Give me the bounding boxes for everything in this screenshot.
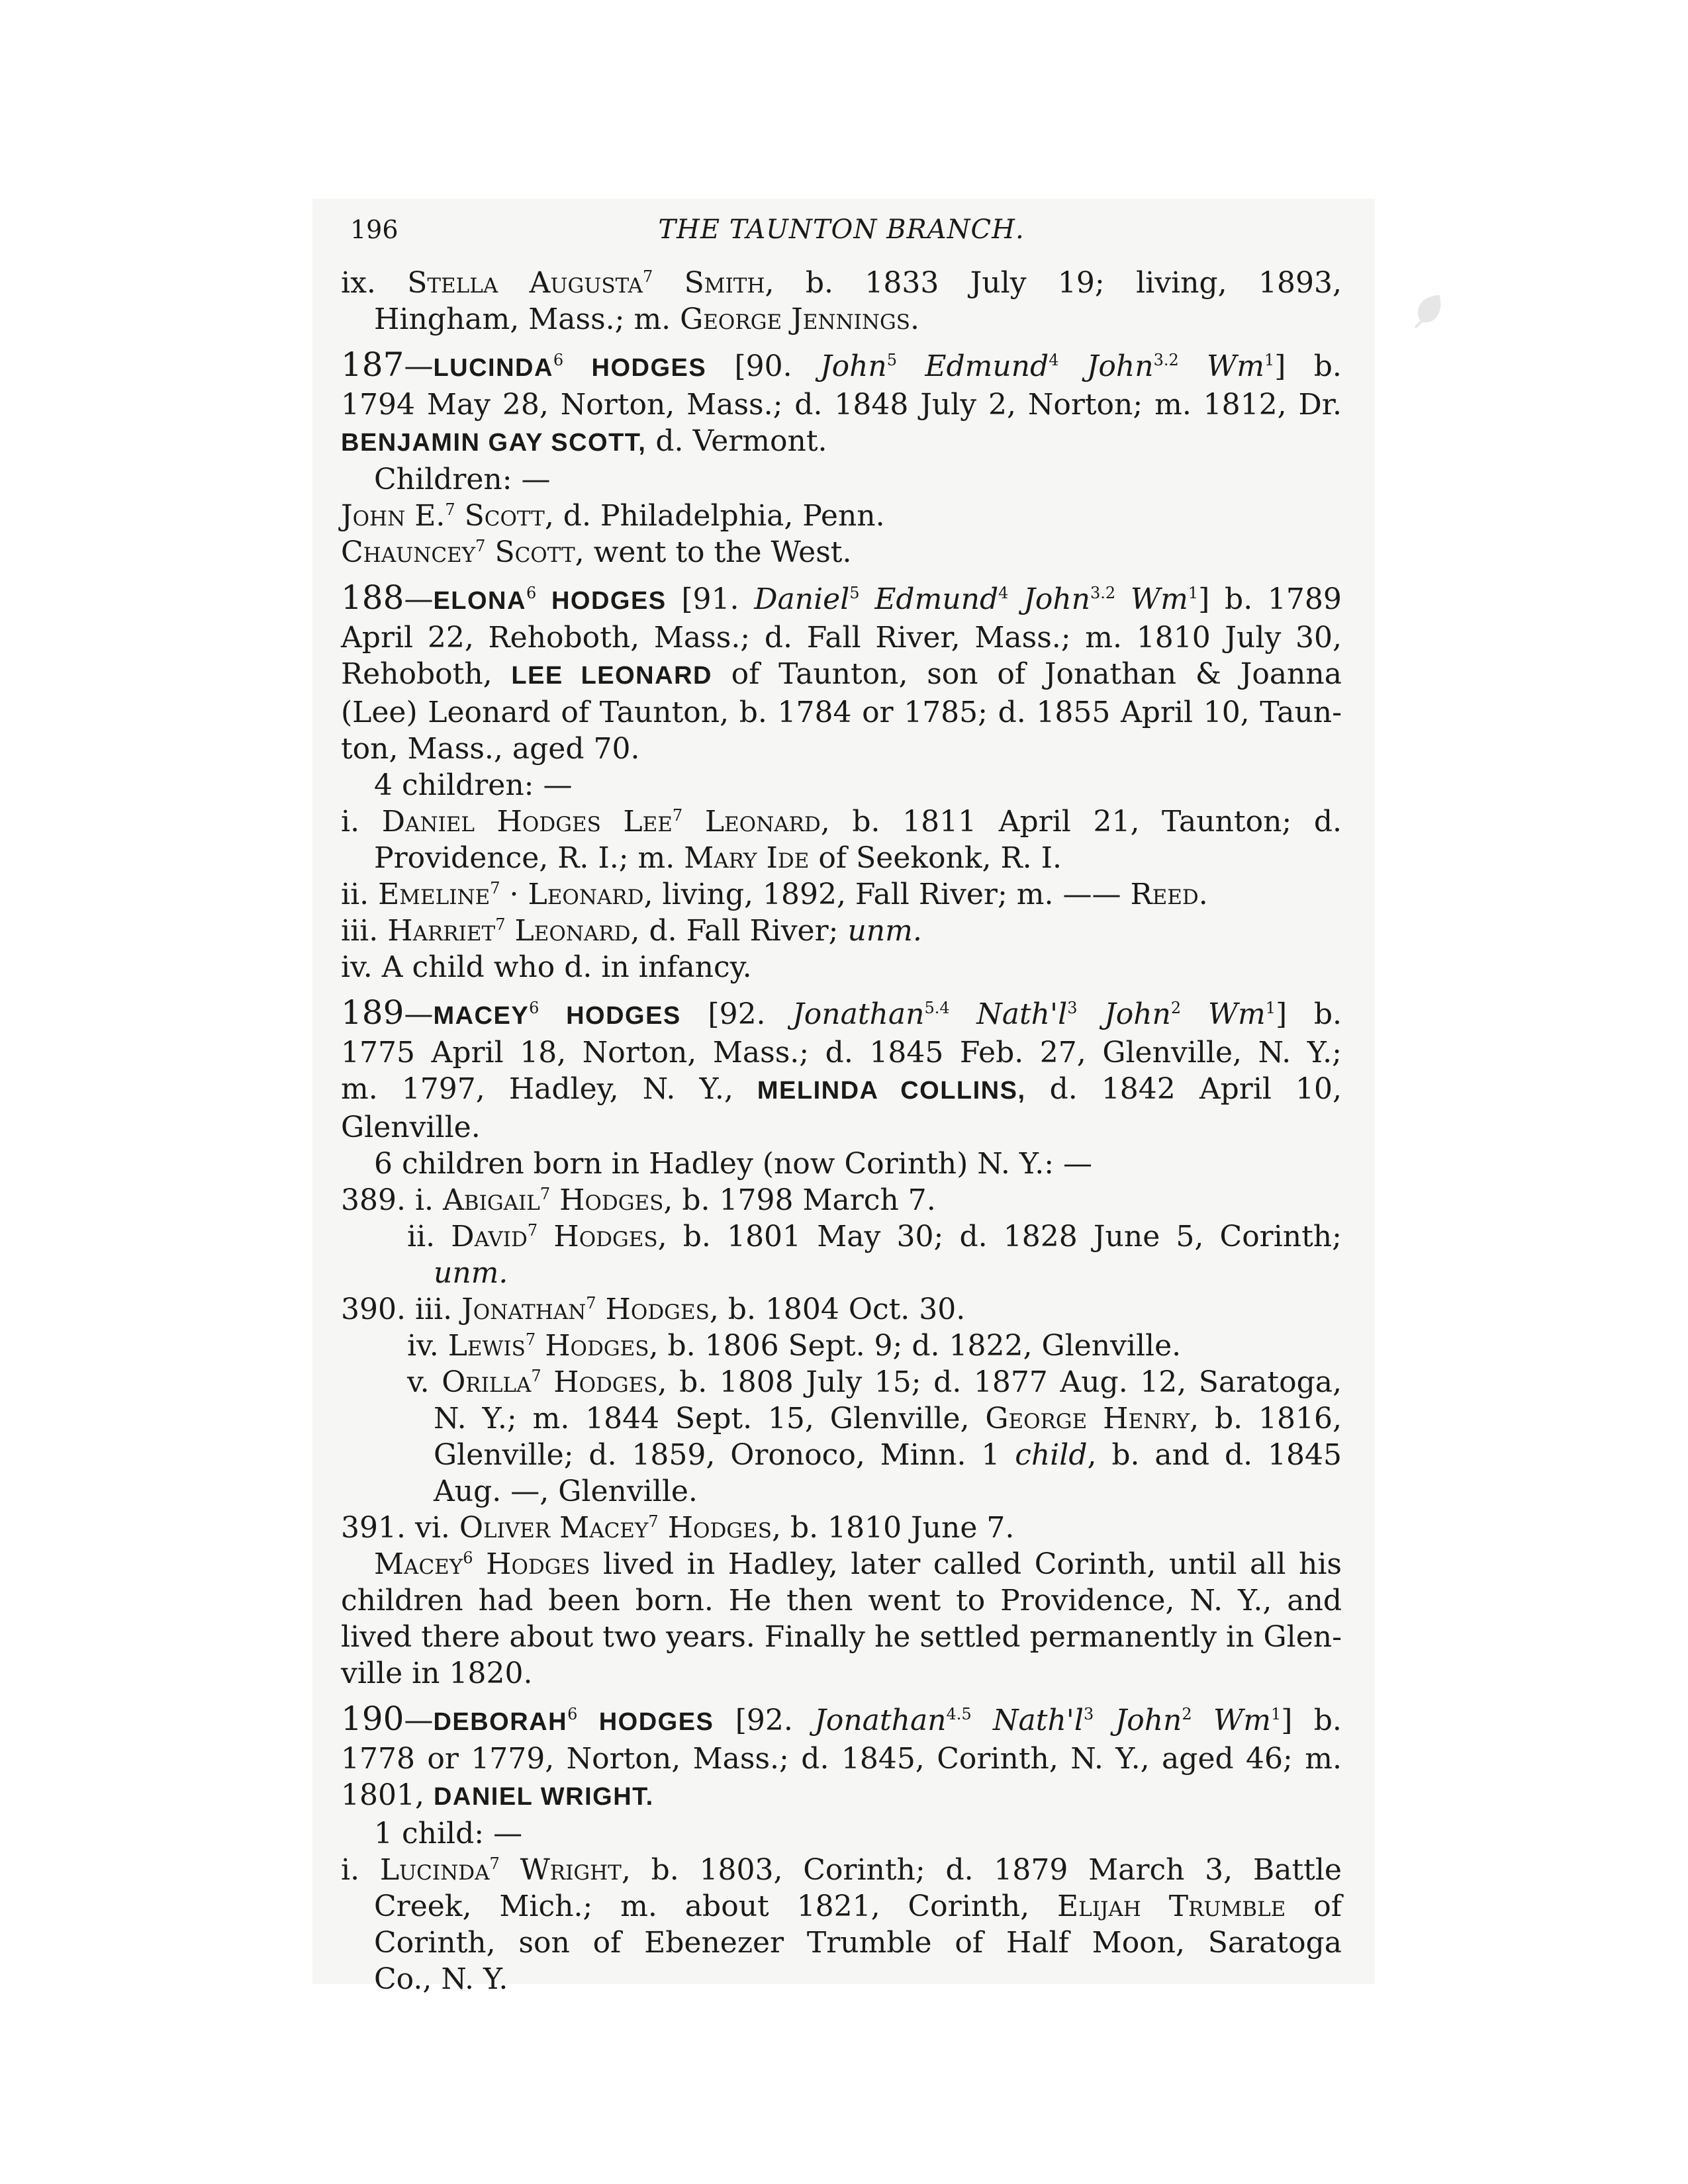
lineage-close: ] [1274,349,1286,383]
entry-text-line: 1775 April 18, Norton, Mass.; d. 1845 Feb. 27, Glenville, N. Y.; [341,1036,1342,1069]
entry-text: of Taunton, son of Jonathan & Joanna [712,657,1342,691]
child-text: , b. 1806 Sept. 9; d. 1822, Glenville. [649,1329,1182,1363]
ancestor-generation: 2 [1170,999,1182,1017]
child-text: unm. [847,914,922,948]
leaf-watermark-icon [1409,291,1448,331]
ancestor-generation: 5 [849,584,860,602]
person-name: ELONA [433,587,526,615]
child-surname: Scott [494,535,575,569]
entry-heading-line: 188—ELONA$^6$ HODGES [91. Daniel$^5$ Edmund$^4$ John$^{3.2}$ Wm$^1$] b. 1789 [341,578,1342,617]
entry-number: 190 [341,1700,404,1738]
ancestor-name: John [820,349,887,383]
lineage-ref: [90. [734,349,792,383]
ancestor-name: Jonathan [792,997,925,1031]
lineage-close: ] [1276,997,1288,1031]
child-continuation [341,1888,1342,1925]
child-name: Stella Augusta [407,266,643,300]
entry-text: Rehoboth, [341,657,512,691]
page-header [341,199,1342,265]
child-text: Creek, Mich.; m. about 1821, Corinth, [374,1889,1058,1923]
entry-number: 189 [341,993,404,1032]
child-ref-number: 390. [341,1293,406,1326]
spouse-name: LEE LEONARD [511,662,712,690]
children-label: Children: — [374,463,551,496]
child-name: David [451,1220,528,1253]
child-name: Chauncey [341,535,476,569]
note-text-line: lived there about two years. Finally he settled permanently in Glen- [341,1620,1342,1654]
generation-number: 7 [475,537,486,555]
lineage-close: ] [1281,1704,1293,1737]
entry-text: b. [1313,997,1342,1031]
ancestor-generation: 1 [1264,351,1275,369]
child-item [341,1182,1342,1218]
child-roman: iv. [341,950,373,984]
generation-number: 6 [529,999,539,1017]
note-text-line: children had been born. He then went to Providence, N. Y., and [341,1584,1342,1617]
genealogy-entries [341,347,1342,1997]
ancestor-generation: 3 [1067,999,1078,1017]
entry-text-line: 1794 May 28, Norton, Mass.; d. 1848 July 2, Norton; m. 1812, Dr. [341,388,1342,422]
child-text: , d. Fall River; [630,914,848,948]
child-text: Glenville; d. 1859, Oronoco, Minn. 1 [434,1438,1015,1472]
child-ref-number: 389. [341,1183,406,1217]
ancestor-generation: 1 [1188,584,1199,602]
entry-text: 1801, [341,1778,434,1812]
book-page [341,199,1342,1997]
child-text: , b. 1804 Oct. 30. [709,1293,966,1326]
spouse-name: George Henry [985,1402,1190,1435]
person-name: LUCINDA [433,354,553,382]
entry-text: m. 1797, Hadley, N. Y., [341,1072,757,1106]
ancestor-generation: 3.2 [1090,584,1116,602]
ancestor-generation: 5 [886,351,898,369]
child-item [341,1218,1342,1255]
child-surname: · Leonard [509,878,644,911]
child-roman: ii. [407,1220,436,1253]
person-name: DEBORAH [433,1708,568,1736]
genealogy-entry [341,580,1342,985]
child-text: child [1015,1438,1088,1472]
child-ref-number: 391. [341,1511,406,1545]
generation-number: 7 [539,1185,551,1203]
entry-text-line: April 22, Rehoboth, Mass.; d. Fall River, Mass.; m. 1810 July 30, [341,621,1342,655]
spouse-line [341,1777,1342,1815]
child-text: , went to the West. [575,535,852,569]
generation-number: 7 [672,806,683,825]
child-surname: Hodges [667,1511,772,1545]
ancestor-name: Daniel [754,582,850,616]
lineage-ref: [92. [735,1704,793,1737]
entry-text: b. [1313,349,1342,383]
child-roman: iii. [414,1293,453,1326]
generation-number: 7 [586,1294,596,1312]
generation-number: 6 [463,1549,473,1567]
ancestor-name: John [1104,997,1171,1031]
entry-number: 187 [341,345,404,384]
child-item [341,498,1342,534]
ancestor-generation: 4.5 [946,1705,972,1723]
person-name: Macey [374,1547,463,1581]
child-roman: i. [341,805,360,839]
entry-text: d. 1842 April 10, [1025,1072,1342,1106]
generation-number: 6 [526,584,537,602]
generation-number: 7 [490,879,500,897]
ancestor-name: Edmund [874,582,999,616]
child-text: , b. 1816, [1190,1402,1342,1435]
child-name: Abigail [443,1183,540,1217]
ancestor-name: Wm [1207,349,1264,383]
child-roman: ii. [341,878,369,911]
generation-number: 7 [648,1512,659,1531]
child-text: of [1286,1889,1342,1923]
ancestor-name: John [1115,1704,1182,1737]
person-surname: HODGES [551,587,667,615]
child-text: of Seekonk, R. I. [809,841,1062,875]
child-roman: i. [414,1183,434,1217]
child-continuation: unm. [434,1256,508,1290]
ancestor-name: Nath'l [993,1704,1084,1737]
ancestor-name: Wm [1213,1704,1271,1737]
child-name: Harriet [387,914,496,948]
child-surname: Hodges [559,1183,664,1217]
entry-text: d. Vermont. [646,424,827,458]
ancestor-generation: 4 [1049,351,1059,369]
ancestor-generation: 3.2 [1153,351,1179,369]
page-number: 196 [350,215,399,244]
child-text: , b. 1810 June 7. [771,1511,1015,1545]
spouse-name: MELINDA COLLINS, [757,1077,1026,1105]
entry-heading-line: 189—MACEY$^6$ HODGES [92. Jonathan$^{5.4}$ $Nath'l^3$ John$^2$ Wm$^1$] b. [341,993,1342,1032]
child-text: N. Y.; m. 1844 Sept. 15, Glenville, [434,1402,986,1435]
child-surname: Smith [684,266,765,300]
entry-text-line: 1778 or 1779, Norton, Mass.; d. 1845, Corinth, N. Y., aged 46; m. [341,1742,1342,1776]
child-item [341,876,1342,913]
child-continuation [341,1473,1342,1510]
child-continuation [341,1961,1342,1997]
generation-number: 7 [445,500,455,519]
child-continuation [341,1400,1342,1437]
ancestor-name: Wm [1130,582,1188,616]
child-item [341,1291,1342,1328]
generation-number: 7 [531,1367,541,1385]
child-roman: v. [407,1365,430,1399]
note-text: lived in Hadley, later called Corinth, until all his [590,1547,1342,1581]
ancestor-name: Wm [1207,997,1266,1031]
children-label: 1 child: — [374,1817,523,1850]
child-name: Oliver Macey [459,1511,649,1545]
child-name: Jonathan [461,1293,586,1326]
ancestor-generation: 1 [1270,1705,1282,1723]
person-surname: Hodges [486,1547,590,1581]
ancestor-name: Jonathan [814,1704,947,1737]
child-roman: vi. [414,1511,450,1545]
generation-number: 7 [495,915,506,934]
spouse-line [341,1071,1342,1109]
child-text: , d. Philadelphia, Penn. [544,499,885,533]
child-item [341,1364,1342,1400]
ancestor-generation: 5.4 [924,999,950,1017]
children-label: 4 children: — [374,768,573,802]
child-text: Corinth, son of Ebenezer Trumble of Half Moon, Saratoga [374,1926,1342,1960]
children-label: 6 children born in Hadley (now Corinth) N. Y.: — [374,1147,1093,1181]
note-paragraph [341,1546,1342,1582]
entry-number: 188 [341,578,404,617]
generation-number: 7 [527,1221,538,1240]
person-name: MACEY [433,1002,530,1030]
child-text: Co., N. Y. [374,1962,508,1996]
spouse-name: Mary Ide [684,841,810,875]
genealogy-entry [341,347,1342,570]
ancestor-name: Nath'l [976,997,1068,1031]
spouse-line [341,423,1342,461]
child-item [341,1852,1342,1888]
generation-number: 6 [567,1705,578,1723]
genealogy-entry [341,1701,1342,1997]
child-continuation [341,840,1342,876]
continuation-item: ix. Stella Augusta$^7$ Smith, b. 1833 July 19; living, 1893, Hingham, Mass.; m. George Jennings. [341,266,1342,336]
lineage-ref: [91. [681,582,739,616]
child-item [341,1510,1342,1546]
child-text: Providence, R. I.; m. [374,841,684,875]
spouse-line [341,656,1342,694]
generation-number: 7 [525,1330,536,1349]
genealogy-entry [341,995,1342,1692]
child-name: Lucinda [379,1853,490,1887]
running-head: THE TAUNTON BRANCH. [658,214,1025,245]
child-surname: Hodges [545,1329,649,1363]
child-text: , b. 1803, Corinth; d. 1879 March 3, Battle [621,1853,1342,1887]
person-surname: HODGES [566,1002,681,1030]
child-continuation [341,1925,1342,1961]
child-item [341,1328,1342,1364]
note-text-line: ville in 1820. [341,1657,533,1690]
ancestor-name: Edmund [925,349,1049,383]
spouse-name: Elijah Trumble [1057,1889,1286,1923]
child-item [341,534,1342,570]
child-text: , b. and d. 1845 [1087,1438,1342,1472]
spouse-name: Reed [1130,878,1199,911]
child-continuation [341,1437,1342,1473]
generation-number: 7 [489,1854,500,1873]
person-surname: HODGES [591,354,707,382]
child-roman: iii. [341,914,379,948]
spouse-name: George Jennings [680,302,910,336]
child-text: . [1198,878,1208,911]
ancestor-generation: 3 [1083,1705,1094,1723]
ancestor-name: John [1023,582,1090,616]
entry-text-line: ton, Mass., aged 70. [341,732,640,766]
child-name: Emeline [378,878,491,911]
entry-heading-line: 187—LUCINDA$^6$ HODGES [90. John$^5$ Edmund$^4$ John$^{3.2}$ Wm$^1$] b. [341,345,1342,384]
child-surname: Hodges [553,1365,658,1399]
child-text: , b. 1798 March 7. [663,1183,936,1217]
spouse-name: BENJAMIN GAY SCOTT, [341,429,647,457]
ancestor-generation: 2 [1182,1705,1192,1723]
ancestor-name: John [1086,349,1154,383]
child-surname: Wright [520,1853,622,1887]
entry-text-line: Glenville. [341,1111,481,1144]
child-surname: Hodges [605,1293,710,1326]
child-roman: i. [341,1853,360,1887]
entry-text: b. [1313,1704,1342,1737]
entry-text-line: (Lee) Leonard of Taunton, b. 1784 or 1785; d. 1855 April 10, Taun- [341,696,1342,729]
lineage-ref: [92. [708,997,766,1031]
child-text: , b. 1811 April 21, Taunton; d. [820,805,1342,839]
child-name: Lewis [447,1329,526,1363]
child-surname: Hodges [553,1220,658,1253]
child-surname: Scott [464,499,545,533]
spouse-name: DANIEL WRIGHT. [433,1783,654,1811]
child-item [341,949,1342,985]
ancestor-generation: 4 [998,584,1009,602]
child-name: Daniel Hodges Lee [381,805,673,839]
lineage-close: ] [1198,582,1210,616]
child-name: John E. [341,499,445,533]
child-text: , b. 1801 May 30; d. 1828 June 5, Corinth; [657,1220,1342,1253]
entry-heading-line: 190—DEBORAH$^6$ HODGES [92. Jonathan$^{4.5}$ $Nath'l^3$ John$^2$ Wm$^1$] b. [341,1700,1342,1738]
child-text: , living, 1892, Fall River; m. —— [643,878,1131,911]
child-text: Aug. —, Glenville. [434,1475,698,1508]
ancestor-generation: 1 [1265,999,1276,1017]
child-surname: Leonard [514,914,631,948]
child-text: , b. 1808 July 15; d. 1877 Aug. 12, Saratoga, [657,1365,1342,1399]
generation-number: 6 [553,351,564,369]
child-item [341,803,1342,840]
child-text: A child who d. in infancy. [381,950,752,984]
child-name: Orilla [442,1365,532,1399]
person-surname: HODGES [598,1708,714,1736]
child-roman: iv. [407,1329,439,1363]
entry-text: b. 1789 [1225,582,1342,616]
child-item [341,913,1342,949]
child-surname: Leonard [704,805,821,839]
